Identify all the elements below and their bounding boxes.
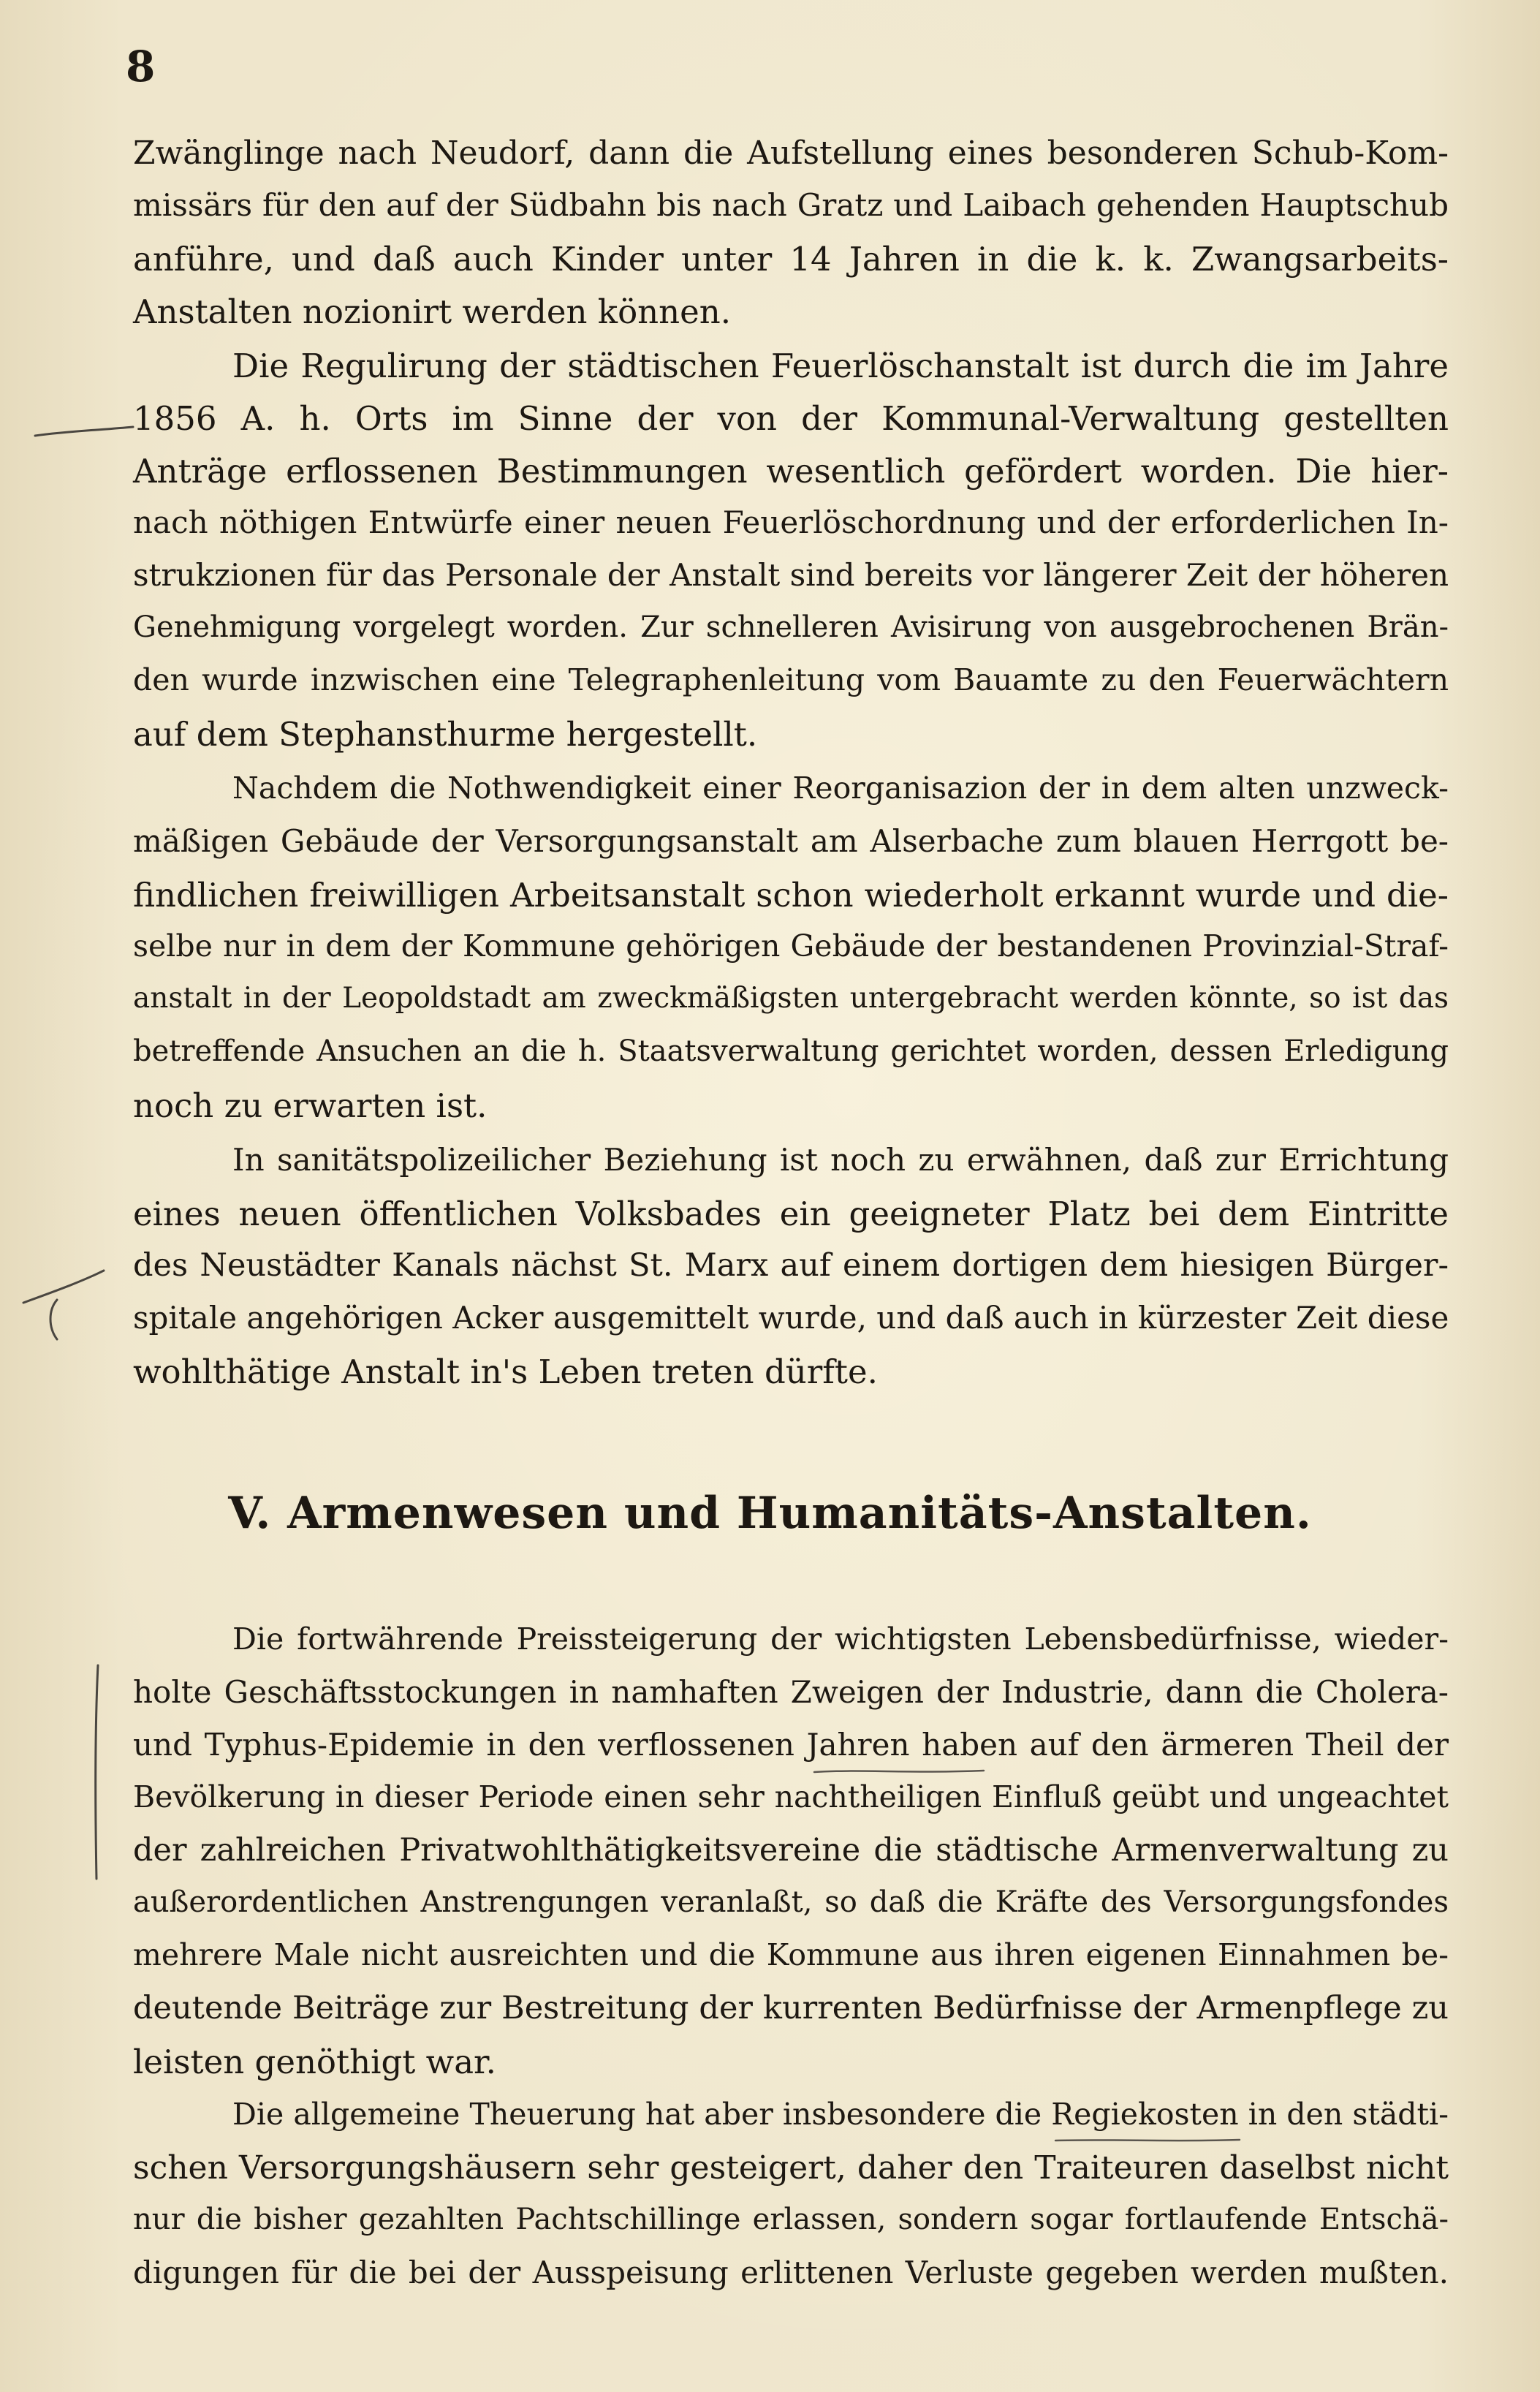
text-line: mehrere Male nicht ausreichten und die Kommune aus ihren eigenen Einnahmen be- <box>133 1937 1449 1972</box>
text-line: Anstalten nozionirt werden können. <box>133 292 732 331</box>
text-line: strukzionen für das Personale der Anstalt sind bereits vor längerer Zeit der höheren <box>133 557 1449 593</box>
pencil-underline-mark <box>811 1765 987 1779</box>
text-line: wohlthätige Anstalt in's Leben treten dürfte. <box>133 1352 878 1391</box>
text-line: eines neuen öffentlichen Volksbades ein geeigneter Platz bei dem Eintritte <box>133 1195 1449 1233</box>
text-line: den wurde inzwischen eine Telegraphenleitung vom Bauamte zu den Feuerwächtern <box>133 662 1449 697</box>
text-line: des Neustädter Kanals nächst St. Marx auf einem dortigen dem hiesigen Bürger- <box>133 1247 1449 1284</box>
pencil-margin-mark <box>15 1257 110 1352</box>
text-line: betreffende Ansuchen an die h. Staatsverwaltung gerichtet worden, dessen Erledigung <box>133 1034 1449 1068</box>
paragraph-start-line: Die Regulirung der städtischen Feuerlöschanstalt ist durch die im Jahre <box>232 347 1449 385</box>
text-line: holte Geschäftsstockungen in namhaften Zweigen der Industrie, dann die Cholera- <box>133 1674 1449 1710</box>
text-line: mäßigen Gebäude der Versorgungsanstalt am Alserbache zum blauen Herrgott be- <box>133 823 1449 859</box>
text-line: spitale angehörigen Acker ausgemittelt wurde, und daß auch in kürzester Zeit diese <box>133 1300 1449 1336</box>
text-line: Bevölkerung in dieser Periode einen sehr nachtheiligen Einfluß geübt und ungeachtet <box>133 1779 1449 1814</box>
paragraph-start-line: Nachdem die Nothwendigkeit einer Reorganisazion der in dem alten unzweck- <box>232 771 1449 806</box>
text-line: findlichen freiwilligen Arbeitsanstalt schon wiederholt erkannt wurde und die- <box>133 876 1449 915</box>
text-line: anführe, und daß auch Kinder unter 14 Jahren in die k. k. Zwangsarbeits- <box>133 240 1449 279</box>
text-line: Zwänglinge nach Neudorf, dann die Aufstellung eines besonderen Schub-Kom- <box>133 135 1449 172</box>
text-line: nach nöthigen Entwürfe einer neuen Feuerlöschordnung und der erforderlichen In- <box>133 504 1449 540</box>
page-number: 8 <box>126 42 156 91</box>
text-line: deutende Beiträge zur Bestreitung der kurrenten Bedürfnisse der Armenpflege zu <box>133 1990 1449 2026</box>
text-line: 1856 A. h. Orts im Sinne der von der Kommunal-Verwaltung gestellten <box>133 399 1449 438</box>
paragraph-start-line: Die allgemeine Theuerung hat aber insbesondere die Regiekosten in den städti- <box>232 2097 1449 2132</box>
text-line: selbe nur in dem der Kommune gehörigen Gebäude der bestandenen Provinzial-Straf- <box>133 928 1449 964</box>
text-line: nur die bisher gezahlten Pachtschillinge erlassen, sondern sogar fortlaufende Entschä- <box>133 2203 1449 2236</box>
text-line: schen Versorgungshäusern sehr gesteigert, daher den Traiteuren daselbst nicht <box>133 2149 1449 2187</box>
pencil-margin-mark <box>29 409 139 446</box>
section-heading: V. Armenwesen und Humanitäts-Anstalten. <box>228 1488 1312 1539</box>
paragraph-start-line: In sanitätspolizeilicher Beziehung ist noch zu erwähnen, daß zur Errichtung <box>232 1142 1449 1178</box>
text-line: der zahlreichen Privatwohlthätigkeitsvereine die städtische Armenverwaltung zu <box>133 1832 1449 1869</box>
text-line: außerordentlichen Anstrengungen veranlaßt, so daß die Kräfte des Versorgungsfondes <box>133 1885 1449 1919</box>
text-line: und Typhus-Epidemie in den verflossenen Jahren haben auf den ärmeren Theil der <box>133 1727 1449 1763</box>
paragraph-start-line: Die fortwährende Preissteigerung der wichtigsten Lebensbedürfnisse, wieder- <box>232 1621 1449 1657</box>
text-line: anstalt in der Leopoldstadt am zweckmäßigsten untergebracht werden könnte, so ist das <box>133 982 1449 1015</box>
text-line: noch zu erwarten ist. <box>133 1086 488 1125</box>
text-line: Genehmigung vorgelegt worden. Zur schnelleren Avisirung von ausgebrochenen Brän- <box>133 610 1449 644</box>
text-line: digungen für die bei der Ausspeisung erlittenen Verluste gegeben werden mußten. <box>133 2255 1449 2290</box>
text-line: missärs für den auf der Südbahn bis nach Gratz und Laibach gehenden Hauptschub <box>133 187 1449 223</box>
text-line: leisten genöthigt war. <box>133 2043 496 2081</box>
pencil-margin-mark <box>86 1659 108 1886</box>
text-line: Anträge erflossenen Bestimmungen wesentlich gefördert worden. Die hier- <box>133 452 1449 491</box>
text-line: auf dem Stephansthurme hergestellt. <box>133 715 758 754</box>
pencil-underline-mark <box>1052 2133 1243 2148</box>
